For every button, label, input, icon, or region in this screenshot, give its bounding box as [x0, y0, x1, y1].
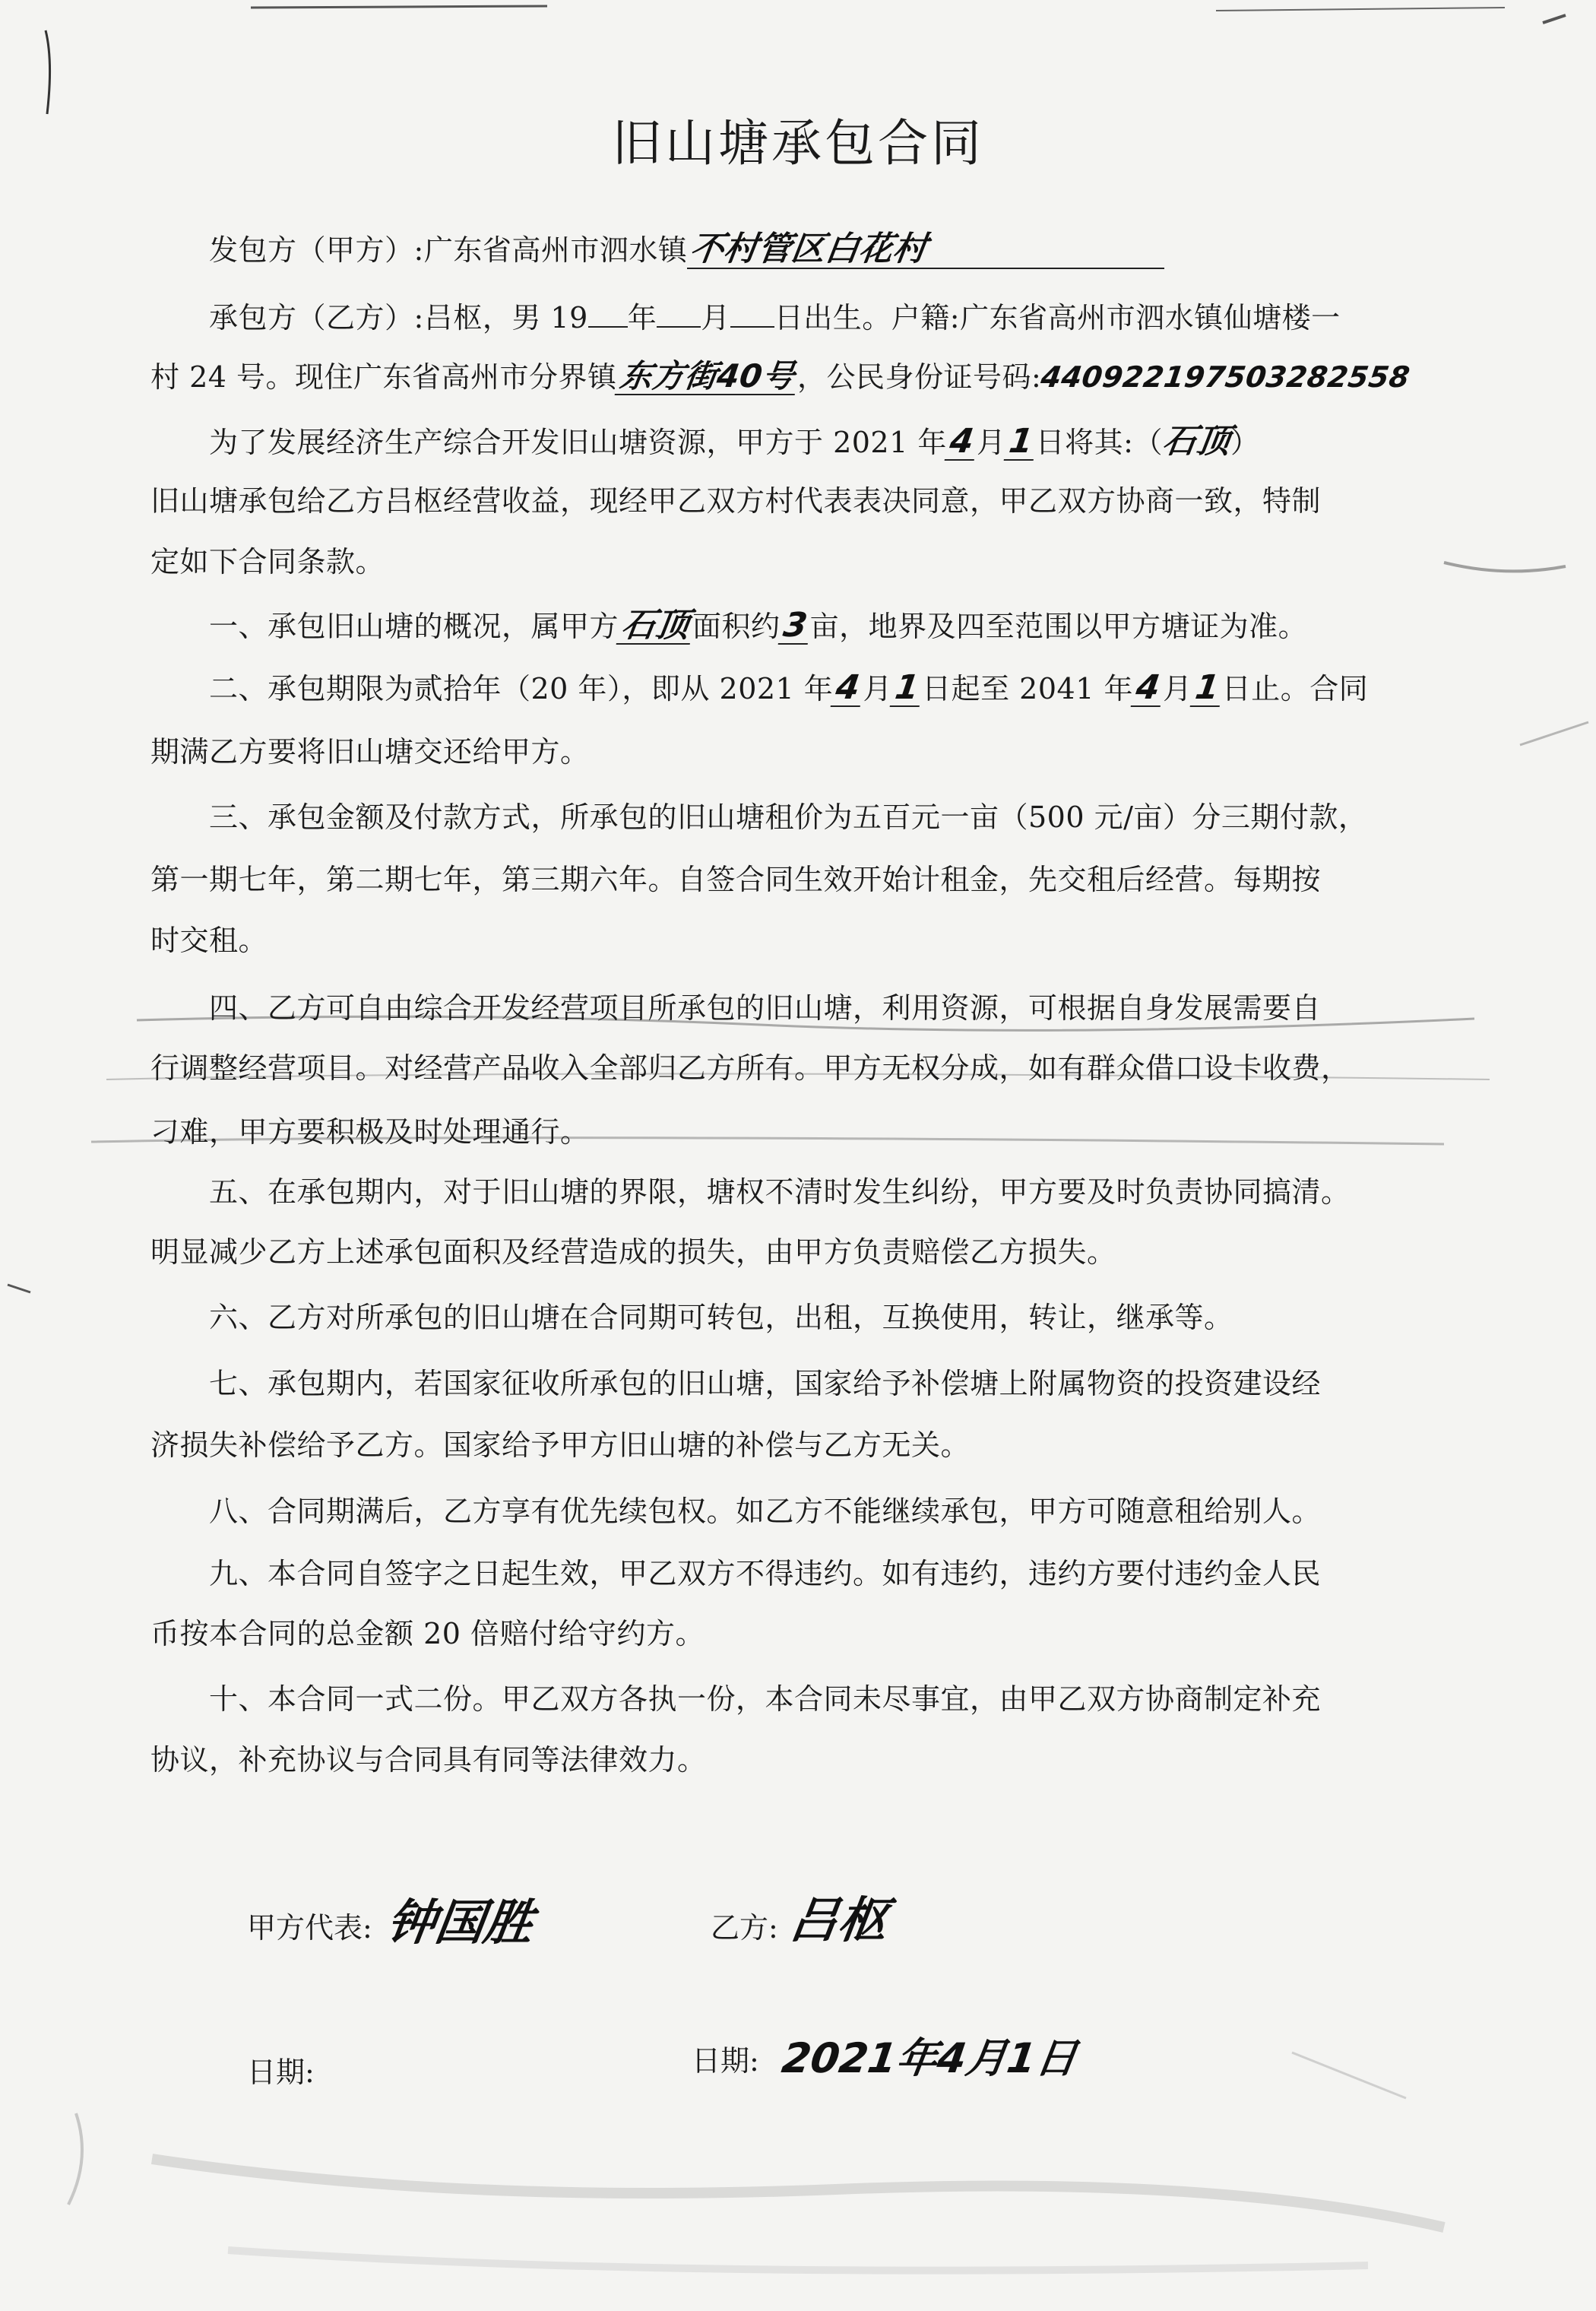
party-b-line2 [150, 359, 1458, 395]
preamble-text-b: 月 [977, 426, 1006, 459]
party-a-label: 发包方（甲方）: [209, 233, 424, 267]
clause-1 [209, 608, 1516, 645]
clause-5-line2: 明显减少乙方上述承包面积及经营造成的损失，由甲方负责赔偿乙方损失。 [150, 1235, 1116, 1269]
clause-1-text-a: 一、承包旧山塘的概况，属甲方 [209, 610, 619, 643]
clause-8-line1: 八、合同期满后，乙方享有优先续包权。如乙方不能继续承包，甲方可随意租给别人。 [209, 1495, 1322, 1528]
clause-5-line1: 五、在承包期内，对于旧山塘的界限，塘权不清时发生纠纷，甲方要及时负责协同搞清。 [209, 1175, 1351, 1209]
party-a-address-hand: 不村管区白花村 [687, 230, 930, 268]
party-a-date-label: 日期: [247, 2056, 315, 2089]
clause-1-text-c: 亩，地界及四至范围以甲方塘证为准。 [809, 610, 1308, 643]
id-number-hand: 440922197503282558 [1039, 360, 1413, 394]
clause-2-start-day-hand: 1 [890, 670, 925, 707]
residence-hand: 东方街40号 [614, 359, 800, 395]
clause-7-line1: 七、承包期内，若国家征收所承包的旧山塘，国家给予补偿塘上附属物资的投资建设经 [209, 1367, 1322, 1400]
preamble-line2: 旧山塘承包给乙方吕枢经营收益，现经甲乙双方村代表表决同意，甲乙双方协商一致，特制 [150, 484, 1322, 518]
clause-2-end-month-hand: 4 [1131, 670, 1166, 707]
party-b-name: 吕枢，男 19 [423, 301, 588, 334]
party-a-rep-label: 甲方代表: [247, 1911, 372, 1945]
party-a-address-print: 广东省高州市泗水镇 [423, 233, 688, 267]
month-text: 月 [701, 301, 730, 334]
clause-4-line2: 行调整经营项目。对经营产品收入全部归乙方所有。甲方无权分成，如有群众借口设卡收费， [150, 1051, 1351, 1085]
party-b-date-label: 日期: [692, 2044, 759, 2078]
clause-6-line1: 六、乙方对所承包的旧山塘在合同期可转包，出租，互换使用，转让，继承等。 [209, 1301, 1233, 1334]
preamble-day-hand: 1 [1003, 424, 1038, 461]
clause-9-line2: 币按本合同的总金额 20 倍赔付给守约方。 [150, 1617, 705, 1650]
birth-year-blank [588, 300, 628, 328]
clause-10-line1: 十、本合同一式二份。甲乙双方各执一份，本合同未尽事宜，由甲乙双方协商制定补充 [209, 1682, 1322, 1716]
clause-7-line2: 济损失补偿给予乙方。国家给予甲方旧山塘的补偿与乙方无关。 [150, 1428, 971, 1462]
clause-1-area-hand: 3 [777, 608, 812, 645]
clause-3-line3: 时交租。 [150, 924, 268, 957]
clause-4-line3: 刁难，甲方要积极及时处理通行。 [150, 1115, 590, 1149]
preamble-line1 [209, 424, 1516, 461]
birth-residence-text: 日出生。户籍:广东省高州市泗水镇仙塘楼一 [774, 301, 1341, 334]
clause-2-end-day-hand: 1 [1189, 670, 1224, 707]
party-a-signature: 钟国胜 [382, 1895, 537, 1951]
preamble-month-hand: 4 [945, 424, 980, 461]
party-b-line1 [209, 300, 1516, 335]
clause-2-text-e: 日止。合同 [1221, 672, 1369, 705]
clause-2-text-b: 月 [863, 672, 892, 705]
clause-4-line1: 四、乙方可自由综合开发经营项目所承包的旧山塘，利用资源，可根据自身发展需要自 [209, 991, 1322, 1025]
current-residence-text: 村 24 号。现住广东省高州市分界镇 [150, 360, 617, 394]
clause-2-start-month-hand: 4 [831, 670, 866, 707]
clause-10-line2: 协议，补充协议与合同具有同等法律效力。 [150, 1743, 707, 1777]
preamble-text-a: 为了发展经济生产综合开发旧山塘资源，甲方于 2021 年 [209, 426, 947, 459]
clause-1-text-b: 面积约 [692, 610, 781, 643]
clause-2-text-a: 二、承包期限为贰拾年（20 年），即从 2021 年 [209, 672, 834, 705]
clause-2-text-c: 日起至 2041 年 [922, 672, 1133, 705]
clause-2-line2: 期满乙方要将旧山塘交还给甲方。 [150, 735, 590, 769]
clause-9-line1: 九、本合同自签字之日起生效，甲乙双方不得违约。如有违约，违约方要付违约金人民 [209, 1557, 1322, 1590]
id-label: ，公民身份证号码: [796, 360, 1042, 394]
preamble-text-c: 日将其:（ [1035, 426, 1163, 459]
clause-1-pond-hand: 石顶 [616, 608, 695, 645]
contract-title: 旧山塘承包合同 [612, 114, 984, 173]
clause-3-line2: 第一期七年，第二期七年，第三期六年。自签合同生效开始计租金，先交租后经营。每期按 [150, 863, 1322, 896]
clause-3-line1: 三、承包金额及付款方式，所承包的旧山塘租价为五百元一亩（500 元/亩）分三期付款， [209, 800, 1368, 834]
party-b-signature: 吕枢 [785, 1893, 891, 1949]
party-a-address-field [687, 232, 1164, 269]
clause-2-text-d: 月 [1163, 672, 1192, 705]
party-b-date-hand: 2021年4月1日 [779, 2034, 1081, 2082]
preamble-text-d: ） [1230, 426, 1260, 459]
birth-month-blank [657, 300, 701, 328]
party-b-label: 承包方（乙方）: [209, 301, 424, 334]
birth-day-blank [730, 300, 774, 328]
party-b-label: 乙方: [711, 1911, 778, 1945]
year-text: 年 [627, 301, 657, 334]
clause-2-line1 [209, 670, 1516, 707]
preamble-line3: 定如下合同条款。 [150, 545, 385, 579]
preamble-pond-hand: 石顶 [1160, 422, 1233, 461]
party-a-line [209, 232, 1516, 269]
